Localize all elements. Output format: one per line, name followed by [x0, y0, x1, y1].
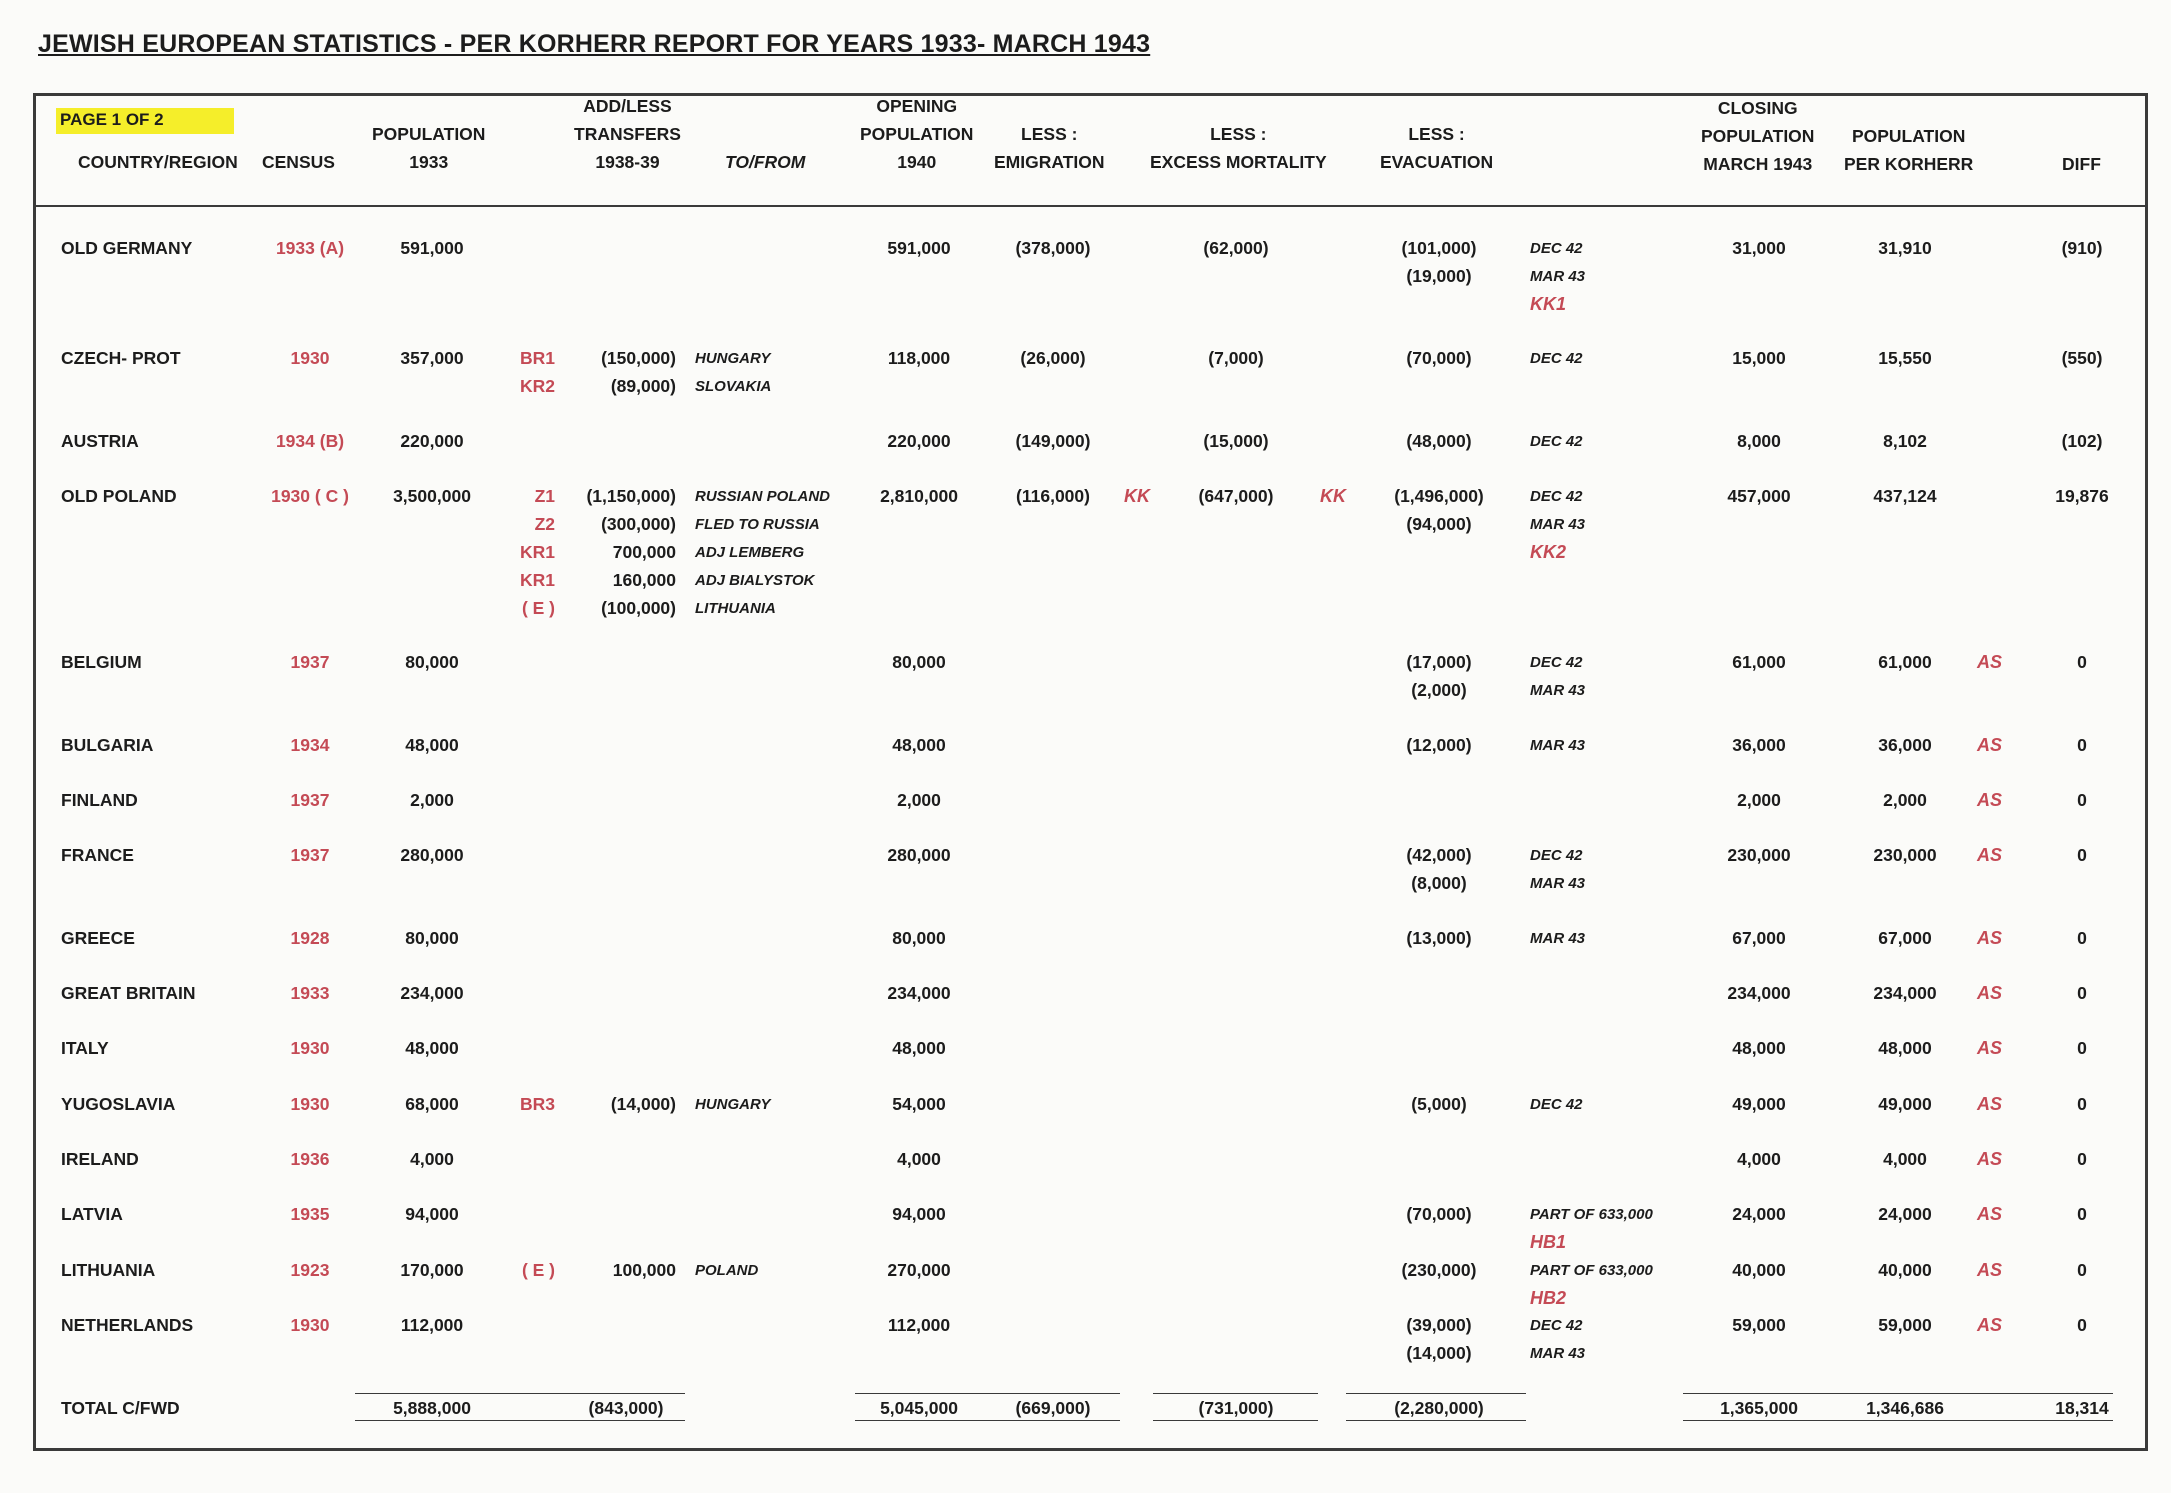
row-korherr: 24,000 [1878, 1204, 1932, 1224]
total-rule-3 [1153, 1393, 1318, 1394]
row-transfers: (14,000) [610, 1094, 676, 1114]
row-as-flag: AS [1977, 1260, 2003, 1280]
row-opening: 80,000 [892, 652, 946, 672]
row-country: GREAT BRITAIN [61, 983, 196, 1003]
total-rule-1b [355, 1420, 685, 1421]
total-rule-4b [1346, 1420, 1526, 1421]
row-as-flag: AS [1977, 1149, 2003, 1169]
row-evacuation-ref: HB1 [1530, 1232, 1567, 1252]
row-diff: 0 [2077, 1260, 2087, 1280]
row-population: 4,000 [410, 1149, 454, 1169]
row-closing: 24,000 [1732, 1204, 1786, 1224]
row-population: 80,000 [405, 928, 459, 948]
row-korherr: 234,000 [1873, 983, 1937, 1003]
row-evacuation-note: DEC 42 [1530, 350, 1583, 367]
header-transfers: ADD/LESS TRANSFERS 1938-39 [574, 96, 681, 172]
row-population: 280,000 [400, 845, 464, 865]
row-evacuation-ref: KK1 [1530, 294, 1567, 314]
page-title: JEWISH EUROPEAN STATISTICS - PER KORHERR REPORT FOR YEARS 1933- MARCH 1943 [38, 30, 1151, 58]
row-evacuation-note: DEC 42 [1530, 433, 1583, 450]
row-population: 68,000 [405, 1094, 459, 1114]
total-opening: 5,045,000 [880, 1398, 958, 1418]
row-census: 1936 [290, 1149, 330, 1169]
row-evacuation: (1,496,000) (94,000) [1394, 486, 1484, 534]
row-korherr: 36,000 [1878, 735, 1932, 755]
total-rule-3b [1153, 1420, 1318, 1421]
row-census: 1933 [290, 983, 330, 1003]
row-transfers: 100,000 [612, 1260, 676, 1280]
row-transfer-codes: BR1 KR2 [519, 348, 555, 396]
header-tofrom: TO/FROM [725, 152, 806, 172]
row-population: 112,000 [400, 1315, 464, 1335]
header-divider [33, 205, 2148, 207]
row-evacuation: (70,000) [1406, 1204, 1472, 1224]
row-opening: 280,000 [887, 845, 951, 865]
row-transfer-codes: BR3 [519, 1094, 555, 1114]
row-opening: 48,000 [892, 1038, 946, 1058]
row-opening: 94,000 [892, 1204, 946, 1224]
row-evacuation-note: DEC 42 [1530, 1096, 1583, 1113]
row-evacuation-note: DEC 42 MAR 43 [1530, 488, 1586, 533]
row-korherr: 230,000 [1873, 845, 1937, 865]
row-tofrom: HUNGARY SLOVAKIA [695, 350, 772, 395]
row-country: GREECE [61, 928, 135, 948]
row-census: 1930 ( C ) [271, 486, 349, 506]
row-as-flag: AS [1977, 652, 2003, 672]
total-diff: 18,314 [2055, 1398, 2109, 1418]
row-diff: 19,876 [2055, 486, 2109, 506]
row-emigration: (378,000) [1015, 238, 1091, 258]
row-population: 80,000 [405, 652, 459, 672]
row-closing: 36,000 [1732, 735, 1786, 755]
total-rule-2b [855, 1420, 1120, 1421]
table-frame [33, 93, 2148, 1451]
row-opening: 270,000 [887, 1260, 951, 1280]
row-korherr: 49,000 [1878, 1094, 1932, 1114]
row-evacuation-note: PART OF 633,000 [1530, 1262, 1653, 1279]
row-census: 1923 [290, 1260, 330, 1280]
total-rule-5b [1683, 1420, 2113, 1421]
row-evacuation: (39,000) (14,000) [1406, 1315, 1472, 1363]
row-census: 1930 [290, 1315, 330, 1335]
row-opening: 234,000 [887, 983, 951, 1003]
row-korherr: 2,000 [1883, 790, 1927, 810]
row-closing: 31,000 [1732, 238, 1786, 258]
row-evacuation: (70,000) [1406, 348, 1472, 368]
row-opening: 54,000 [892, 1094, 946, 1114]
row-country: BULGARIA [61, 735, 154, 755]
row-closing: 67,000 [1732, 928, 1786, 948]
row-population: 234,000 [400, 983, 464, 1003]
row-korherr: 4,000 [1883, 1149, 1927, 1169]
row-opening: 48,000 [892, 735, 946, 755]
row-census: 1934 (B) [275, 431, 345, 451]
row-population: 357,000 [400, 348, 464, 368]
row-country: LATVIA [61, 1204, 123, 1224]
row-population: 3,500,000 [393, 486, 471, 506]
row-country: CZECH- PROT [61, 348, 181, 368]
row-closing: 48,000 [1732, 1038, 1786, 1058]
row-closing: 230,000 [1727, 845, 1791, 865]
row-as-flag: AS [1977, 845, 2003, 865]
row-tofrom: POLAND [695, 1262, 759, 1279]
header-population: POPULATION 1933 [372, 124, 486, 172]
row-country: IRELAND [61, 1149, 139, 1169]
row-country: AUSTRIA [61, 431, 139, 451]
row-evacuation: (42,000) (8,000) [1406, 845, 1472, 893]
row-diff: 0 [2077, 1149, 2087, 1169]
row-opening: 2,810,000 [880, 486, 958, 506]
header-opening: OPENING POPULATION 1940 [860, 96, 974, 172]
row-korherr: 8,102 [1883, 431, 1927, 451]
row-korherr: 61,000 [1878, 652, 1932, 672]
row-diff: 0 [2077, 735, 2087, 755]
header-diff: DIFF [2062, 154, 2101, 174]
header-mortality: LESS : EXCESS MORTALITY [1150, 124, 1327, 172]
total-transfers: (843,000) [588, 1398, 664, 1418]
row-diff: 0 [2077, 1094, 2087, 1114]
row-korherr: 48,000 [1878, 1038, 1932, 1058]
row-evacuation-ref: HB2 [1530, 1288, 1567, 1308]
row-diff: 0 [2077, 983, 2087, 1003]
row-census: 1930 [290, 348, 330, 368]
total-closing: 1,365,000 [1720, 1398, 1798, 1418]
row-diff: (550) [2061, 348, 2103, 368]
row-evacuation-note: DEC 42 MAR 43 [1530, 654, 1586, 699]
row-tofrom: RUSSIAN POLAND FLED TO RUSSIA ADJ LEMBERG ADJ BIALYSTOK LITHUANIA [695, 488, 831, 617]
row-korherr: 40,000 [1878, 1260, 1932, 1280]
row-korherr: 15,550 [1878, 348, 1932, 368]
row-country: YUGOSLAVIA [61, 1094, 176, 1114]
total-population: 5,888,000 [393, 1398, 471, 1418]
header-census: CENSUS [262, 152, 335, 172]
row-census: 1930 [290, 1094, 330, 1114]
row-country: OLD POLAND [61, 486, 177, 506]
row-census: 1934 [290, 735, 330, 755]
total-rule-2 [855, 1393, 1120, 1394]
row-evacuation-note: MAR 43 [1530, 930, 1586, 947]
row-as-flag: AS [1977, 1094, 2003, 1114]
row-country: FRANCE [61, 845, 134, 865]
row-diff: 0 [2077, 652, 2087, 672]
header-evacuation: LESS : EVACUATION [1380, 124, 1494, 172]
row-opening: 591,000 [887, 238, 951, 258]
row-country: FINLAND [61, 790, 138, 810]
total-mortality: (731,000) [1198, 1398, 1274, 1418]
row-mortality: (62,000) [1203, 238, 1269, 258]
total-korherr: 1,346,686 [1866, 1398, 1944, 1418]
row-mortality: (647,000) [1198, 486, 1274, 506]
row-evacuation: (5,000) [1411, 1094, 1467, 1114]
row-opening: 4,000 [897, 1149, 941, 1169]
total-evacuation: (2,280,000) [1394, 1398, 1484, 1418]
row-diff: 0 [2077, 790, 2087, 810]
row-evacuation: (13,000) [1406, 928, 1472, 948]
row-korherr: 67,000 [1878, 928, 1932, 948]
row-diff: 0 [2077, 1038, 2087, 1058]
row-korherr: 59,000 [1878, 1315, 1932, 1335]
row-emigration-flag: KK [1124, 486, 1150, 506]
row-census: 1937 [290, 790, 330, 810]
row-diff: 0 [2077, 845, 2087, 865]
row-evacuation: (101,000) (19,000) [1401, 238, 1477, 286]
row-country: NETHERLANDS [61, 1315, 194, 1335]
row-evacuation: (48,000) [1406, 431, 1472, 451]
row-as-flag: AS [1977, 735, 2003, 755]
row-opening: 112,000 [887, 1315, 951, 1335]
total-label: TOTAL C/FWD [61, 1398, 180, 1418]
row-opening: 2,000 [897, 790, 941, 810]
header-closing: CLOSING POPULATION MARCH 1943 [1701, 98, 1815, 174]
row-closing: 40,000 [1732, 1260, 1786, 1280]
row-evacuation-ref: KK2 [1530, 542, 1567, 562]
row-closing: 457,000 [1727, 486, 1791, 506]
total-rule-5 [1683, 1393, 2113, 1394]
row-closing: 2,000 [1737, 790, 1781, 810]
row-country: ITALY [61, 1038, 109, 1058]
row-closing: 61,000 [1732, 652, 1786, 672]
row-evacuation-note: PART OF 633,000 [1530, 1206, 1653, 1223]
row-transfers: (150,000) (89,000) [601, 348, 676, 396]
row-evacuation-note: MAR 43 [1530, 737, 1586, 754]
row-evacuation-note: DEC 42 MAR 43 [1530, 1317, 1586, 1362]
row-census: 1937 [290, 652, 330, 672]
row-evacuation: (230,000) [1401, 1260, 1477, 1280]
row-emigration: (149,000) [1015, 431, 1091, 451]
row-as-flag: AS [1977, 1038, 2003, 1058]
row-opening: 118,000 [887, 348, 951, 368]
header-korherr: POPULATION PER KORHERR [1844, 126, 1974, 174]
row-as-flag: AS [1977, 1315, 2003, 1335]
header-country: COUNTRY/REGION [78, 152, 238, 172]
row-korherr: 437,124 [1873, 486, 1937, 506]
row-opening: 80,000 [892, 928, 946, 948]
row-closing: 15,000 [1732, 348, 1786, 368]
row-population: 48,000 [405, 1038, 459, 1058]
row-evacuation: (12,000) [1406, 735, 1472, 755]
row-evacuation: (17,000) (2,000) [1406, 652, 1472, 700]
row-census: 1928 [290, 928, 330, 948]
row-population: 48,000 [405, 735, 459, 755]
total-rule-4 [1346, 1393, 1526, 1394]
row-closing: 59,000 [1732, 1315, 1786, 1335]
row-as-flag: AS [1977, 1204, 2003, 1224]
row-as-flag: AS [1977, 983, 2003, 1003]
row-closing: 4,000 [1737, 1149, 1781, 1169]
row-transfer-codes: Z1 Z2 KR1 KR1 ( E ) [519, 486, 555, 618]
row-diff: (910) [2061, 238, 2103, 258]
row-country: OLD GERMANY [61, 238, 193, 258]
row-mortality: (7,000) [1208, 348, 1264, 368]
row-as-flag: AS [1977, 928, 2003, 948]
row-diff: 0 [2077, 1204, 2087, 1224]
row-population: 170,000 [400, 1260, 464, 1280]
row-country: LITHUANIA [61, 1260, 156, 1280]
row-transfers: (1,150,000) (300,000) 700,000 160,000 (100,000) [586, 486, 676, 618]
row-diff: (102) [2061, 431, 2103, 451]
row-diff: 0 [2077, 928, 2087, 948]
row-tofrom: HUNGARY [695, 1096, 771, 1113]
row-population: 2,000 [410, 790, 454, 810]
total-rule-1 [355, 1393, 685, 1394]
total-emigration: (669,000) [1015, 1398, 1091, 1418]
row-country: BELGIUM [61, 652, 142, 672]
row-transfer-codes: ( E ) [521, 1260, 555, 1280]
row-emigration: (116,000) [1016, 486, 1090, 506]
row-closing: 8,000 [1737, 431, 1781, 451]
row-census: 1937 [290, 845, 330, 865]
row-census: 1933 (A) [275, 238, 345, 258]
row-population: 591,000 [400, 238, 464, 258]
row-as-flag: AS [1977, 790, 2003, 810]
row-korherr: 31,910 [1878, 238, 1932, 258]
row-population: 94,000 [405, 1204, 459, 1224]
row-opening: 220,000 [887, 431, 951, 451]
row-closing: 49,000 [1732, 1094, 1786, 1114]
row-mortality-flag: KK [1320, 486, 1346, 506]
row-emigration: (26,000) [1020, 348, 1086, 368]
row-population: 220,000 [400, 431, 464, 451]
row-evacuation-note: DEC 42 MAR 43 [1530, 847, 1586, 892]
row-closing: 234,000 [1727, 983, 1791, 1003]
row-mortality: (15,000) [1203, 431, 1269, 451]
row-census: 1930 [290, 1038, 330, 1058]
header-emigration: LESS : EMIGRATION [994, 124, 1105, 172]
row-diff: 0 [2077, 1315, 2087, 1335]
page-label: PAGE 1 OF 2 [56, 108, 234, 134]
row-census: 1935 [290, 1204, 330, 1224]
row-evacuation-note: DEC 42 MAR 43 [1530, 240, 1586, 285]
